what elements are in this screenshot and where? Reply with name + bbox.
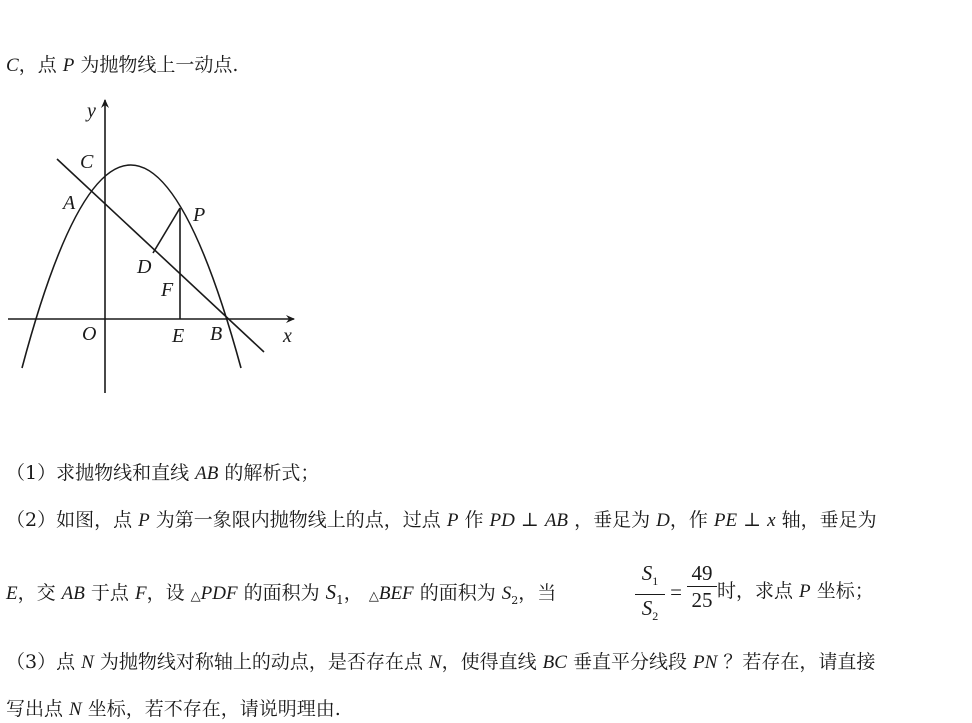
- q3-text-5: ？若存在，请直接: [717, 651, 876, 673]
- q2-s2: S: [501, 583, 512, 604]
- parabola-curve: [22, 165, 241, 368]
- q3-n3: N: [69, 699, 82, 720]
- q3-n1: N: [81, 652, 94, 673]
- q2-text-6: 轴，垂足为: [775, 509, 877, 531]
- point-c-label: C: [6, 55, 19, 76]
- q2-f: F: [134, 583, 147, 604]
- fraction-s1-s2: [635, 562, 665, 627]
- fraction-49-numerator: 49: [691, 561, 713, 585]
- q2-s1-sub: 1: [336, 592, 344, 607]
- point-p-label: P: [62, 55, 75, 76]
- q2-s1: S: [325, 580, 337, 604]
- label-y: y: [87, 100, 96, 122]
- label-a: A: [63, 192, 76, 214]
- triangle-icon: △: [190, 589, 201, 604]
- q2-d: D: [656, 510, 670, 531]
- q2-s2-sub: 2: [511, 593, 519, 607]
- intro-text-1: ，点: [18, 54, 63, 76]
- label-o: O: [82, 323, 97, 345]
- triangle-icon: △: [368, 589, 379, 604]
- q2-e: E: [6, 583, 18, 604]
- q2-text-11: ，: [343, 582, 369, 604]
- q2-text-13: ，当: [518, 582, 557, 604]
- q2-text-3: 作: [458, 509, 490, 531]
- q3-number: （3）: [6, 651, 57, 673]
- q2-text-9: ，设: [146, 582, 191, 604]
- q1-ab: AB: [195, 463, 219, 484]
- fraction-49-25: [687, 562, 717, 611]
- segment-pd: [153, 208, 180, 253]
- q1-text-2: 的解析式；: [218, 462, 320, 484]
- q2-ab1: AB: [544, 510, 569, 531]
- q2-text-7: ，交: [17, 582, 62, 604]
- q2-ab2: AB: [61, 583, 85, 604]
- fraction-s-numerator: $S_1$: [641, 561, 659, 589]
- question-1: [6, 464, 319, 483]
- q2-text-5: ，作: [669, 509, 714, 531]
- fraction-bar: [635, 594, 665, 595]
- q2-text-2: 为第一象限内抛物线上的点，过点: [149, 509, 447, 531]
- q3-pn: PN: [693, 652, 718, 673]
- label-d: D: [137, 256, 152, 278]
- equals-sign: =: [670, 580, 682, 604]
- q2-bef: BEF: [378, 583, 414, 604]
- q3-text-6: 写出点: [6, 698, 70, 720]
- q2-p1: P: [138, 510, 150, 531]
- q2-pe: PE: [713, 510, 738, 531]
- q3-text-3: ，使得直线: [441, 651, 543, 673]
- q1-number: （1）: [6, 462, 57, 484]
- q2-text-12: 的面积为: [413, 582, 502, 604]
- question-2-line-2-tail: [717, 582, 874, 601]
- q2-text-1: 如图，点: [56, 509, 139, 531]
- label-e: E: [172, 325, 185, 347]
- q2-pd: PD: [489, 510, 515, 531]
- label-b: B: [210, 323, 223, 345]
- label-c: C: [80, 151, 94, 173]
- q2-perp-1: ⊥: [514, 509, 545, 531]
- question-3-line-1: [6, 653, 875, 672]
- q2-text-15: 坐标；: [810, 580, 874, 602]
- question-2-line-2: [6, 582, 556, 606]
- fraction-25-denominator: 25: [691, 588, 713, 612]
- q2-text-10: 的面积为: [237, 582, 326, 604]
- q3-n2: N: [428, 652, 442, 673]
- q2-text-14: 时，求点: [717, 580, 800, 602]
- question-3-line-2: [6, 700, 341, 719]
- q2-p2: P: [446, 510, 459, 531]
- fraction-bar: [687, 586, 717, 587]
- q2-x: x: [767, 510, 776, 531]
- q3-text-1: 点: [56, 651, 82, 673]
- intro-line: [6, 56, 238, 75]
- q2-p3: P: [799, 581, 811, 602]
- label-x: x: [283, 325, 292, 347]
- question-2-line-1: [6, 511, 877, 530]
- q3-text-7: 坐标，若不存在，请说明理由.: [81, 698, 341, 720]
- q1-text-1: 求抛物线和直线: [56, 462, 196, 484]
- fraction-s-denominator: $S_2$: [641, 596, 659, 624]
- q2-perp-2: ⊥: [737, 509, 768, 531]
- label-p: P: [193, 204, 206, 226]
- intro-text-2: 为抛物线上一动点.: [74, 54, 239, 76]
- q2-pdf: PDF: [200, 583, 238, 604]
- q2-text-4: ，垂足为: [568, 509, 657, 531]
- q3-bc: BC: [542, 652, 567, 673]
- q2-text-8: 于点: [84, 582, 135, 604]
- label-f: F: [161, 279, 174, 301]
- q2-number: （2）: [6, 509, 57, 531]
- parabola-figure: [0, 90, 320, 400]
- q3-text-2: 为抛物线对称轴上的动点，是否存在点: [93, 651, 429, 673]
- q3-text-4: 垂直平分线段: [566, 651, 694, 673]
